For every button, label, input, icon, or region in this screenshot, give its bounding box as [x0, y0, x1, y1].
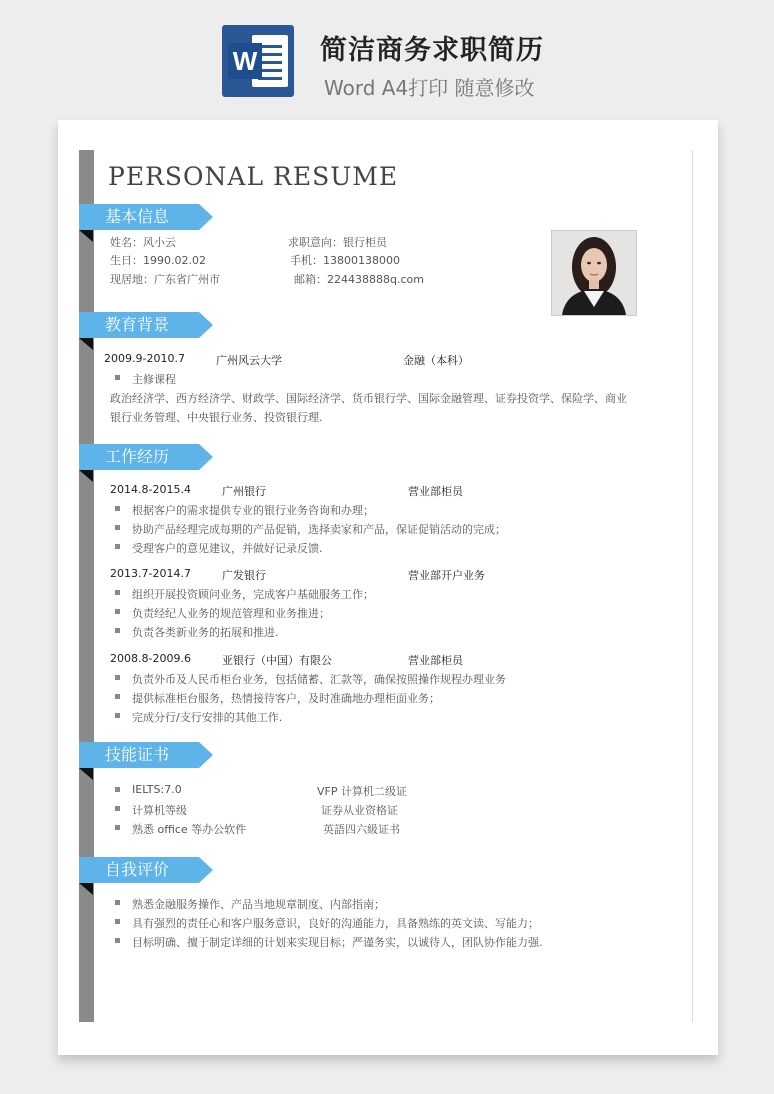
courses-line: 政治经济学、西方经济学、财政学、国际经济学、货币银行学、国际金融管理、证券投资学、保险学、商业: [110, 392, 627, 405]
section-header-work: [79, 444, 213, 470]
section-title: 教育背景: [105, 315, 170, 334]
bullet-icon: [115, 675, 120, 680]
banner-subtitle: Word A4打印 随意修改: [324, 76, 535, 100]
skill-item: IELTS:7.0: [132, 783, 182, 796]
bullet-icon: [115, 787, 120, 792]
section-header-self: [79, 857, 213, 883]
job-period: 2008.8-2009.6: [110, 652, 191, 665]
job-position: 营业部柜员: [408, 654, 463, 667]
job-duty: 受理客户的意见建议，并做好记录反馈.: [132, 542, 323, 555]
skill-item: 英語四六級证书: [323, 823, 400, 836]
address-field: 现居地：广东省广州市: [110, 273, 220, 286]
section-header-education: [79, 312, 213, 338]
skill-item: 证券从业资格证: [321, 804, 398, 817]
profile-photo: [551, 230, 637, 316]
section-title: 工作经历: [105, 447, 170, 466]
bullet-icon: [115, 713, 120, 718]
bullet-icon: [115, 590, 120, 595]
courses-line: 银行业务管理、中央银行业务、投资银行理.: [110, 411, 323, 424]
job-company: 亚银行（中国）有限公: [222, 654, 332, 667]
job-company: 广州银行: [222, 485, 266, 498]
email-field: 邮箱：224438888q.com: [294, 273, 424, 286]
job-duty: 提供标准柜台服务，热情接待客户，及时准确地办理柜面业务；: [132, 692, 440, 705]
bullet-icon: [115, 375, 120, 380]
job-duty: 负责外币及人民币柜台业务，包括储蓄、汇款等，确保按照操作规程办理业务: [132, 673, 506, 686]
job-duty: 根据客户的需求提供专业的银行业务咨询和办理；: [132, 504, 374, 517]
job-period: 2013.7-2014.7: [110, 567, 191, 580]
bullet-icon: [115, 525, 120, 530]
bullet-icon: [115, 919, 120, 924]
bullet-icon: [115, 628, 120, 633]
word-letter: W: [228, 43, 262, 79]
intent-field: 求职意向：银行柜员: [288, 236, 387, 249]
job-duty: 负责各类新业务的拓展和推进.: [132, 626, 279, 639]
job-position: 营业部柜员: [408, 485, 463, 498]
job-duty: 完成分行/支行安排的其他工作.: [132, 711, 283, 724]
bullet-icon: [115, 609, 120, 614]
bullet-icon: [115, 825, 120, 830]
section-title: 基本信息: [105, 207, 170, 226]
bullet-icon: [115, 806, 120, 811]
name-field: 姓名：风小云: [110, 236, 176, 249]
self-item: 熟悉金融服务操作、产品当地规章制度、内部指南；: [132, 898, 385, 911]
job-position: 营业部开户业务: [408, 569, 485, 582]
self-item: 具有强烈的责任心和客户服务意识，良好的沟通能力，具备熟练的英文读、写能力；: [132, 917, 539, 930]
job-duty: 协助产品经理完成每期的产品促销，选择卖家和产品，保证促销活动的完成；: [132, 523, 506, 536]
resume-title: PERSONAL RESUME: [108, 162, 399, 191]
bullet-icon: [115, 938, 120, 943]
banner-title: 简洁商务求职简历: [320, 35, 544, 66]
section-header-basic: [79, 204, 213, 230]
job-duty: 负责经纪人业务的规范管理和业务推进；: [132, 607, 330, 620]
skill-item: 熟悉 office 等办公软件: [132, 823, 247, 836]
section-title: 自我评价: [105, 860, 170, 879]
bullet-icon: [115, 900, 120, 905]
education-major: 金融（本科）: [403, 354, 469, 367]
birthday-field: 生日：1990.02.02: [110, 254, 206, 267]
skill-item: 计算机等级: [132, 804, 187, 817]
courses-title: 主修课程: [132, 373, 176, 386]
self-item: 目标明确、擅于制定详细的计划来实现目标；严谨务实，以诚待人，团队协作能力强.: [132, 936, 543, 949]
bullet-icon: [115, 694, 120, 699]
bullet-icon: [115, 544, 120, 549]
skill-item: VFP 计算机二级证: [317, 785, 407, 798]
job-company: 广发银行: [222, 569, 266, 582]
section-header-skills: [79, 742, 213, 768]
bullet-icon: [115, 506, 120, 511]
education-school: 广州风云大学: [216, 354, 282, 367]
top-banner: [0, 0, 774, 110]
section-title: 技能证书: [105, 745, 170, 764]
job-duty: 组织开展投资顾问业务，完成客户基础服务工作；: [132, 588, 374, 601]
resume-page: [58, 120, 718, 1055]
job-period: 2014.8-2015.4: [110, 483, 191, 496]
word-icon: [222, 25, 294, 97]
education-period: 2009.9-2010.7: [104, 352, 185, 365]
right-border-line: [692, 150, 693, 1022]
phone-field: 手机：13800138000: [290, 254, 400, 267]
